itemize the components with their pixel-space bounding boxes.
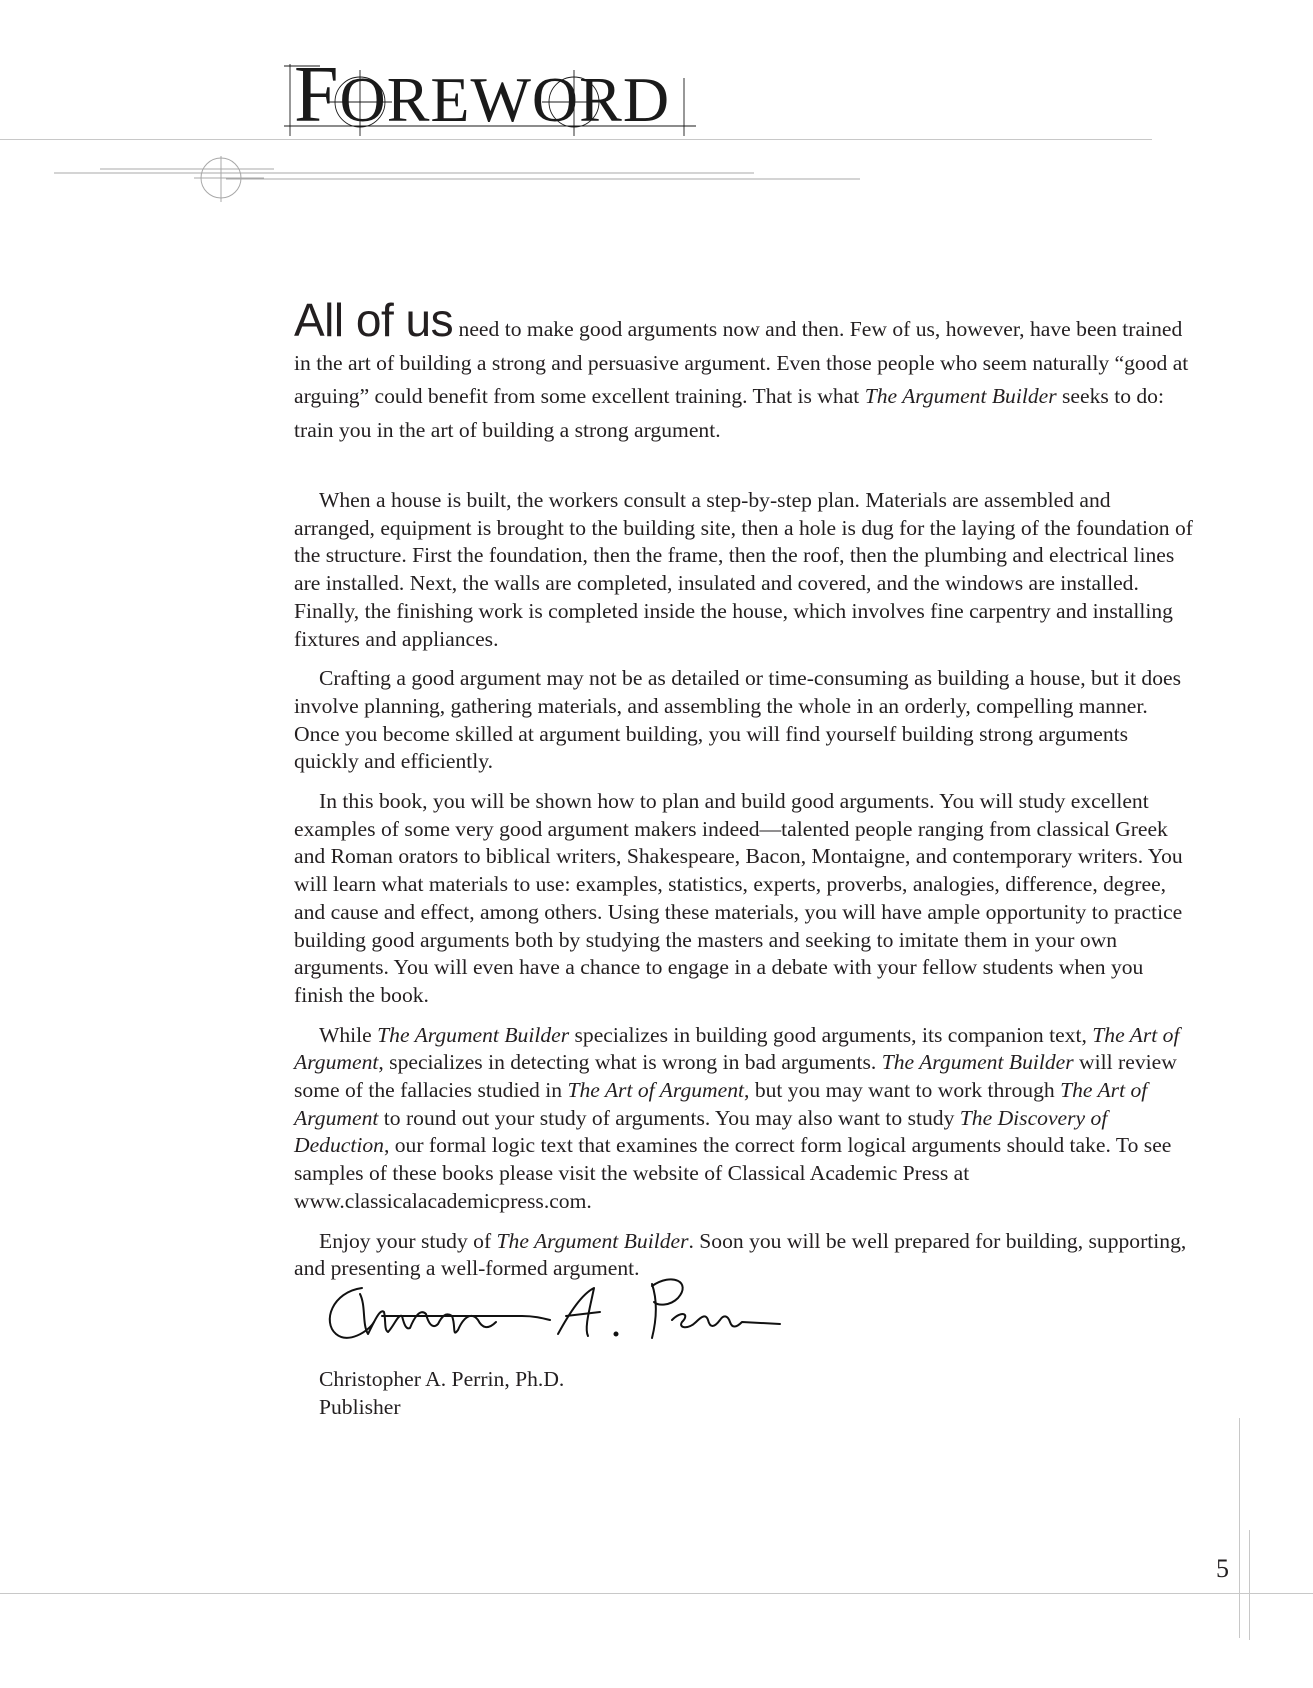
text-segment: , but you may want to work through bbox=[744, 1078, 1061, 1103]
book-title: The Art of Argument bbox=[567, 1078, 745, 1103]
book-title: The Art of Argument bbox=[294, 1022, 1180, 1075]
text-segment: , specializes in detecting what is wrong in bad arguments. bbox=[378, 1050, 882, 1075]
compass-ornament bbox=[54, 156, 866, 206]
intro-text-2: seeks to do: train you in the art of building a strong argument. bbox=[294, 384, 1164, 442]
text-segment: to round out your study of arguments. You may also want to study bbox=[378, 1105, 960, 1130]
foreword-body bbox=[294, 294, 1194, 1295]
intro-book-title: The Argument Builder bbox=[864, 384, 1057, 408]
book-title: The Argument Builder bbox=[377, 1022, 570, 1047]
title-rest: OREWORD bbox=[339, 64, 671, 135]
text-segment: , our formal logic text that examines the correct form logical arguments should take. To see samples of these books please visit the website of Classical Academic Press at www.classicalacademicpress.com. bbox=[294, 1133, 1172, 1213]
text-segment: While bbox=[319, 1022, 378, 1047]
book-title: The Argument Builder bbox=[881, 1050, 1074, 1075]
handwritten-signature bbox=[322, 1272, 792, 1352]
footer-vertical-rule-2 bbox=[1249, 1530, 1250, 1640]
intro-paragraph bbox=[294, 294, 1194, 447]
page-number: 5 bbox=[1216, 1554, 1229, 1583]
signer-role: Publisher bbox=[319, 1394, 401, 1419]
text-segment: . Soon you will be well prepared for building, supporting, and presenting a well-formed argument. bbox=[294, 1228, 1187, 1281]
paragraph-house: When a house is built, the workers consult a step-by-step plan. Materials are assembled and arranged, equipment is brought to the building site, then a hole is dug for the laying of the foundation of the structure. First the foundation, then the frame, then the roof, then the plumbing and electrical lines are installed. Next, the walls are completed, insulated and covered, and the windows are installed. Finally, the finishing work is completed inside the house, which involves fine carpentry and installing fixtures and appliances. bbox=[294, 488, 1193, 651]
footer-vertical-rule-1 bbox=[1239, 1418, 1240, 1638]
signer-name: Christopher A. Perrin, Ph.D. bbox=[319, 1367, 565, 1391]
text-segment: specializes in building good arguments, its companion text, bbox=[569, 1022, 1093, 1047]
book-title: The Discovery of Deduction bbox=[294, 1105, 1108, 1158]
text-segment: Enjoy your study of bbox=[319, 1228, 497, 1253]
page-title bbox=[294, 51, 671, 139]
text-segment: will review some of the fallacies studied in bbox=[294, 1050, 1177, 1103]
book-title: The Art of Argument bbox=[294, 1078, 1148, 1130]
intro-text-1: need to make good arguments now and then. Few of us, however, have been trained in the art of building a strong and persuasive argument. Even those people who seem naturally “good at arguing” could benefit from some excellent training. That is what bbox=[294, 317, 1189, 408]
signer-block bbox=[319, 1366, 564, 1421]
footer-rule bbox=[0, 1593, 1313, 1594]
paragraph-this-book: In this book, you will be shown how to plan and build good arguments. You will study excellent examples of some very good argument makers indeed—talented people ranging from classical Greek and Roman orators to biblical writers, Shakespeare, Bacon, Montaigne, and contemporary writers. You will learn what materials to use: examples, statistics, experts, proverbs, analogies, difference, degree, and cause and effect, among others. Using these materials, you will have ample opportunity to practice building good arguments both by studying the masters and seeking to imitate them in your own arguments. You will even have a chance to engage in a debate with your fellow students when you finish the book. bbox=[294, 789, 1183, 1007]
paragraph-crafting: Crafting a good argument may not be as detailed or time-consuming as building a house, but it does involve planning, gathering materials, and assembling the whole in an orderly, compelling manner. Once you become skilled at argument building, you will find yourself building strong arguments quickly and efficiently. bbox=[294, 666, 1181, 774]
lead-in: All of us bbox=[294, 294, 454, 346]
book-title: The Argument Builder bbox=[496, 1228, 689, 1253]
paragraph-companion-texts bbox=[294, 1022, 1194, 1216]
title-initial: F bbox=[294, 51, 340, 139]
